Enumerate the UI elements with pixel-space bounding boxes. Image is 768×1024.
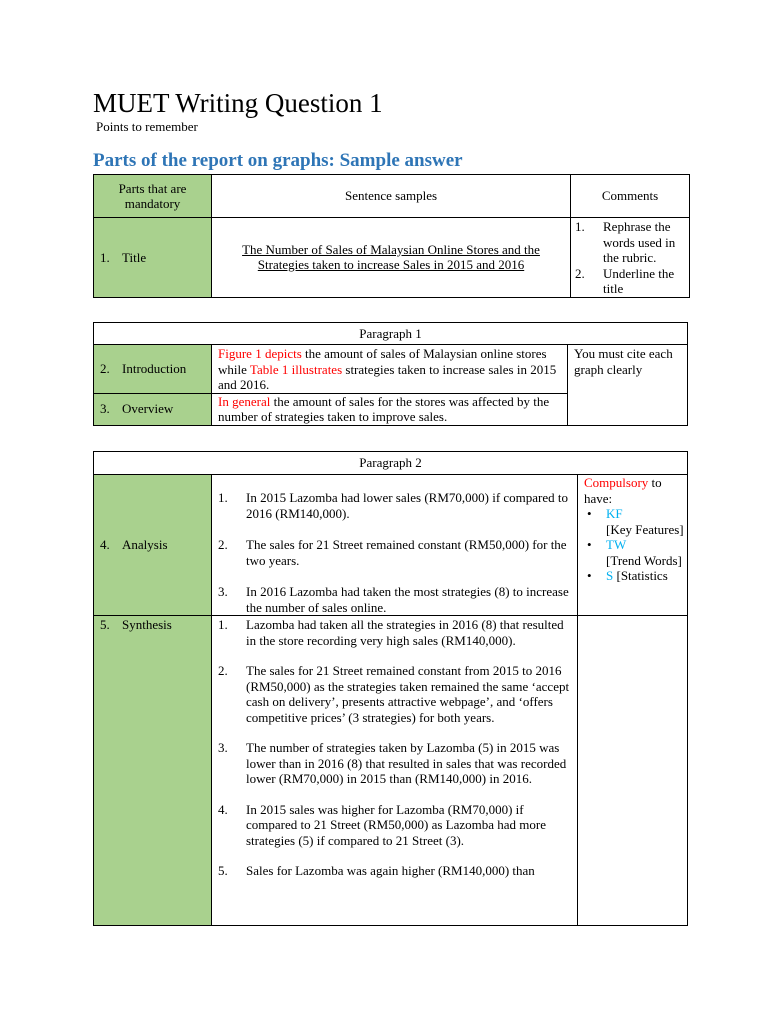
- paragraph2-table: [93, 451, 688, 926]
- list-item: 1. In 2015 Lazomba had lower sales (RM70,000) if compared to 2016 (RM140,000).: [218, 490, 569, 521]
- comment-item: 1. Rephrase the words used in the rubric.: [575, 219, 676, 265]
- synthesis-label: Synthesis: [122, 617, 172, 632]
- analysis-text-cell: [212, 475, 578, 616]
- header-comments: Comments: [571, 175, 690, 218]
- list-item: 2. The sales for 21 Street remained constant (RM50,000) for the two years.: [218, 537, 567, 568]
- paragraph1-heading: Paragraph 1: [94, 323, 688, 345]
- synthesis-text-cell: [212, 616, 578, 926]
- title-comments-cell: [571, 218, 690, 298]
- paragraph2-heading: Paragraph 2: [94, 452, 688, 475]
- paragraph1-table: [93, 322, 688, 426]
- bullet-icon: •: [587, 568, 592, 583]
- analysis-label: Analysis: [122, 537, 168, 553]
- synthesis-label-cell: 5. Synthesis: [94, 616, 212, 926]
- analysis-label-cell: 4. Analysis: [94, 475, 212, 616]
- part-number: 1.: [100, 249, 110, 265]
- list-item: 2. The sales for 21 Street remained constant from 2015 to 2016 (RM50,000) as the strategies taken remained the same ‘accept cash on delivery’, presents attractive webpage’, and ‘offers competitive prices’ (3 strategies) for both years.: [218, 663, 570, 725]
- list-item: 5. Sales for Lazomba was again higher (RM140,000) than: [218, 863, 535, 878]
- header-parts-mandatory: Parts that are mandatory: [94, 175, 212, 218]
- introduction-text: Figure 1 depicts the amount of sales of Malaysian online stores while Table 1 illustrates strategies taken to increase sales in 2015 and 2016.: [212, 345, 568, 394]
- bullet-icon: •: [587, 506, 592, 521]
- title-table: [93, 174, 690, 298]
- title-sentence: The Number of Sales of Malaysian Online Stores and the Strategies taken to increase Sales in 2015 and 2016: [242, 241, 540, 273]
- synthesis-comment-cell: [578, 616, 688, 926]
- list-item: • S [Statistics: [587, 568, 668, 583]
- page-title: MUET Writing Question 1: [93, 88, 383, 118]
- list-item: • TW [Trend Words]: [587, 537, 682, 568]
- list-item: • KF [Key Features]: [587, 506, 684, 537]
- list-item: 4. In 2015 sales was higher for Lazomba (RM70,000) if compared to 21 Street (RM50,000) as Lazomba had more strategies (5) if compared to 21 Street (3).: [218, 801, 546, 848]
- overview-label-cell: 3. Overview: [94, 393, 212, 425]
- list-item: 1. Lazomba had taken all the strategies in 2016 (8) that resulted in the store recording very high sales (RM140,000).: [218, 617, 564, 648]
- subtitle: Points to remember: [96, 119, 198, 134]
- compulsory-list: [584, 506, 685, 584]
- introduction-label-cell: 2. Introduction: [94, 345, 212, 394]
- paragraph2-comment-cell: [578, 475, 688, 616]
- title-sentence-cell: [212, 218, 571, 298]
- overview-label: Overview: [122, 401, 174, 417]
- introduction-label: Introduction: [122, 361, 187, 376]
- header-sentence-samples: Sentence samples: [212, 175, 571, 218]
- analysis-list: [218, 490, 571, 615]
- title-comments-list: [575, 219, 687, 297]
- section-heading: Parts of the report on graphs: Sample answer: [93, 150, 463, 171]
- list-item: 3. In 2016 Lazomba had taken the most strategies (8) to increase the number of sales online.: [218, 584, 569, 615]
- paragraph1-comment: You must cite each graph clearly: [568, 345, 688, 426]
- synthesis-list: [218, 617, 571, 879]
- overview-text: In general the amount of sales for the stores was affected by the number of strategies taken to improve sales.: [212, 393, 568, 425]
- list-item: 3. The number of strategies taken by Lazomba (5) in 2015 was lower than in 2016 (8) that resulted in sales that was recorded lower (RM70,000) in 2015 than (RM140,000) in 2016.: [218, 740, 567, 786]
- part-title-cell: [94, 218, 212, 298]
- bullet-icon: •: [587, 537, 592, 552]
- compulsory-note: Compulsory to have:: [584, 475, 662, 506]
- comment-item: 2. Underline the title: [575, 265, 675, 296]
- part-label: Title: [122, 249, 147, 265]
